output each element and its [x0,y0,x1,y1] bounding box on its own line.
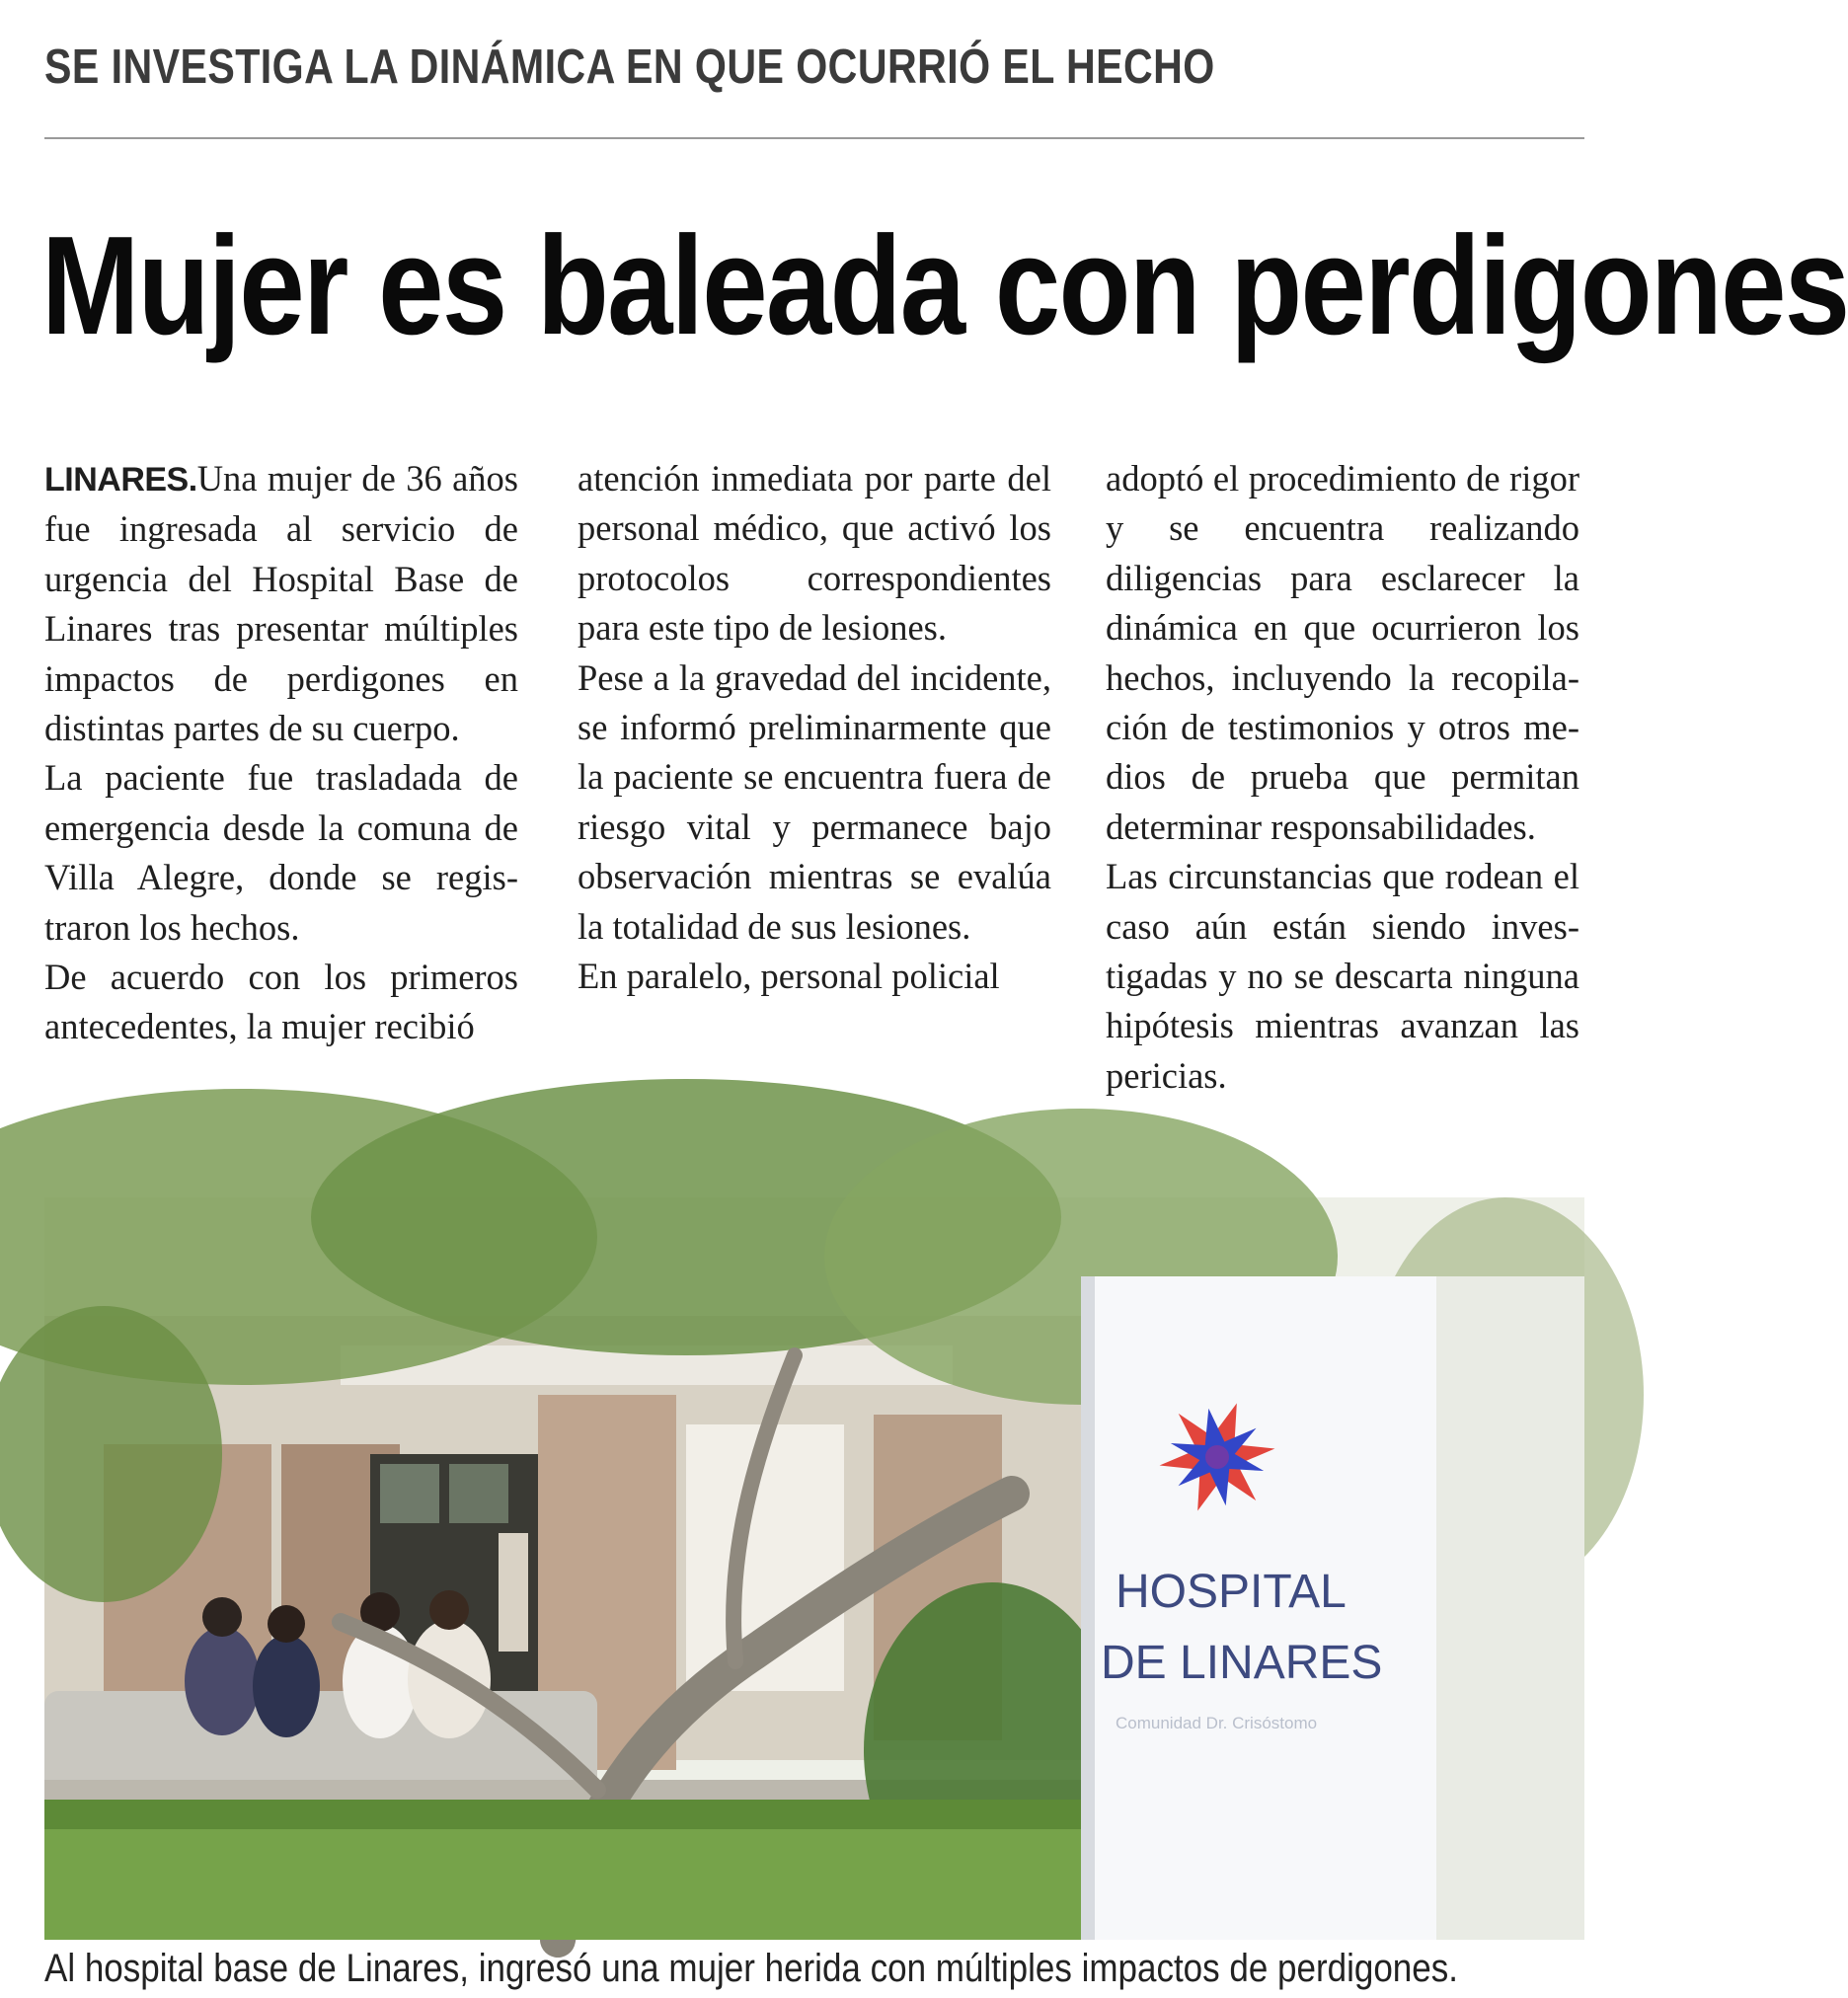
paragraph-text: Una mujer de 36 años fue ingresada al servicio de urgencia del Hospital Base de Linares tras presentar múltiples impactos de perdigones en distintas partes de su cuerpo. [44,458,518,749]
photo-caption: Al hospital base de Linares, ingresó una mujer herida con múltiples impactos de perdigones. [44,1947,1458,1990]
paragraph: La paciente fue trasladada de emergencia desde la comuna de Villa Alegre, donde se registraron los hechos. [44,757,518,948]
sign-line-2: DE LINARES [1101,1637,1383,1689]
headline: Mujer es baleada con perdigones [41,207,1848,364]
paragraph: Pese a la gravedad del incidente, se informó preliminarmente que la paciente se encuentra fuera de riesgo vital y permanece bajo observación mientras se evalúa la totalidad de sus lesiones. [578,656,1051,947]
paragraph: Las circunstancias que rodean el caso aún están siendo investigadas y no se descarta ninguna hipótesis mientras avanzan las pericias. [1106,856,1579,1096]
sign-line-1: HOSPITAL [1116,1566,1347,1618]
paragraph: De acuerdo con los primeros antecedentes, la mujer recibió [44,957,518,1047]
column-1 [44,454,518,1052]
kicker: SE INVESTIGA LA DINÁMICA EN QUE OCURRIÓ EL HECHO [44,40,1215,94]
column-3 [1106,454,1579,1101]
hospital-photo [44,1197,1584,1940]
paragraph: atención inmediata por parte del personal médico, que activó los protocolos correspondientes para este tipo de lesiones. [578,458,1051,649]
column-2 [578,454,1051,1001]
divider-rule [44,137,1584,139]
dateline: LINARES. [44,461,197,499]
paragraph: adoptó el procedimiento de rigor y se encuentra realizando diligencias para esclarecer la dinámica en que ocurrieron los hechos, incluyendo la recopilación de testimonios y otros medios de prueba que permitan determinar responsabilidades. [1106,458,1579,847]
article-body [44,454,1584,1106]
paragraph: En paralelo, personal policial [578,956,1000,997]
paragraph [44,454,518,753]
sign-subtitle: Comunidad Dr. Crisóstomo [1116,1714,1318,1732]
